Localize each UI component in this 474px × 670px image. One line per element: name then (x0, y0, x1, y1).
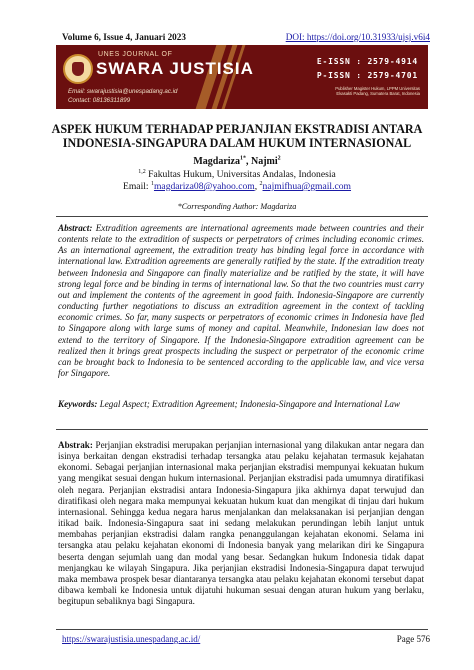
journal-url-link[interactable]: https://swarajustisia.unespadang.ac.id/ (62, 634, 201, 644)
journal-prefix: UNES JOURNAL OF (98, 51, 173, 58)
journal-banner (56, 45, 428, 109)
journal-email: Email: swarajustisia@unespadang.ac.id (68, 88, 178, 95)
affiliation-superscript: 1,2 (138, 168, 146, 175)
doi-link[interactable]: DOI: https://doi.org/10.31933/ujsj.v6i4 (285, 32, 430, 42)
affiliation (40, 169, 434, 180)
divider (56, 429, 428, 430)
corresponding-author: *Corresponding Author: Magdariza (177, 202, 297, 211)
email-superscript: 1 (150, 180, 154, 187)
journal-contact: Contact: 08136311899 (68, 97, 131, 104)
journal-logo-icon (63, 54, 93, 84)
email-label: Email: (122, 181, 149, 192)
running-head (62, 32, 430, 44)
author-superscript: 2 (277, 155, 281, 162)
email-link[interactable]: najmifhua@gmail.com (262, 181, 352, 192)
email-link[interactable]: magdariza08@yahoo.com (153, 181, 255, 192)
journal-name: SWARA JUSTISIA (96, 59, 254, 78)
volume-issue: Volume 6, Issue 4, Januari 2023 (62, 32, 186, 42)
footer-rule (56, 629, 428, 630)
author-name: Magdariza (193, 156, 240, 167)
abstract-english (58, 223, 424, 379)
author-name: Najmi (250, 156, 278, 167)
email-superscript: 2 (259, 180, 263, 187)
abstrak-label: Abstrak: (58, 440, 93, 450)
page-number: Page 576 (396, 634, 430, 644)
abstract-label: Abstract: (58, 223, 93, 233)
author-superscript: 1* (239, 155, 246, 162)
keywords-label: Keywords: (58, 399, 98, 409)
divider (56, 216, 428, 217)
keywords (58, 399, 424, 410)
keywords-text: Legal Aspect; Extradition Agreement; Indonesia-Singapore and International Law (99, 399, 400, 409)
doi (286, 32, 430, 42)
abstract-text: Extradition agreements are international agreements made between countries and their contents relate to the extradition of suspects or perpetrators of crimes including economic crimes. As an international agreement, the extradition treaty has binding legal force in accordance with international law. Extradition agreements are generally ratified by the state. If the extradition treaty between Indonesia and Singapore can finally materialize and be ratified by the state, it will have strong legal force and be binding in terms of international law. So that the two countries must carry out and implement the contents of the agreement in good faith. Indonesia-Singapore are currently conducting further negotiations to discuss an extradition agreement in the context of tackling economic crimes. So far, many suspects or perpetrators of economic crimes in Indonesia have fled to Singapore along with large sums of money and capital. Meanwhile, Indonesian law does not extend to the territory of Singapore. If the Indonesia-Singapore extradition agreement can be realized then it brings great prospects including the suspect or perpetrator of the economic crime can be brought back to Indonesia to be sentenced according to the applicable law, and vice versa for Singapore. (58, 223, 424, 379)
title-line: ASPEK HUKUM TERHADAP PERJANJIAN EKSTRADISI ANTARA (51, 122, 423, 136)
publisher-info: Publisher Magister Hukum, LPPM Universitas Ekasakti Padang, Sumatera Barat, Indonesia (335, 86, 420, 96)
author-list: Magdariza$^{1*}$, Najmi$^2$ (193, 155, 281, 167)
abstrak-text: Perjanjian ekstradisi merupakan perjanjian internasional yang dilakukan antar negara dan isinya berkaitan dengan ekstradisi terhadap tersangka atau pelaku kejahatan termasuk kejahatan ekonomi. Sebagai perjanjian internasional maka perjanjian ekstradisi mempunyai kekuatan hukum yang mengikat sesuai dengan hukum internasional. Perjanjian ekstradisi pada umumnya diratifikasi oleh negara. Perjanjian ekstradisi antara Indonesia-Singapura jika akhirnya dapat terwujud dan diratifikasi oleh negara maka mempunyai kekuatan hukum kuat dan mengikat di tinjau dari hukum internasional. Sehingga kedua negara harus menjalankan dan melaksanakan isi perjanjian dengan itikad baik. Indonesia-Singapura saat ini sedang melakukan perundingan lebih lanjut untuk membahas perjanjian ekstradisi dalam rangka penanggulangan kejahatan ekonomi. Selama ini tersangka atau pelaku kejahatan ekonomi di Indonesia banyak yang melarikan diri ke Singapura beserta dengan sejumlah uang dan modal yang besar. Sedangkan hukum Indonesia tidak dapat menjangkau ke wilayah Singapura. Jika perjanjian ekstradisi Indonesia-Singapura dapat terwujud maka membawa prospek besar diantaranya tersangka atau pelaku kejahatan ekonomi tersebut dapat dibawa kembali ke Indonesia untuk dijatuhi hukuman sesuai dengan aturan hukum yang berlaku, begitupun sebaliknya bagi Singapura. (58, 440, 424, 607)
abstract-indonesian (58, 440, 424, 607)
p-issn: P-ISSN : 2579-4701 (316, 71, 418, 80)
title-line: INDONESIA-SINGAPURA DALAM HUKUM INTERNASIONAL (62, 136, 412, 150)
author-emails: Email: $^1$magdariza08@yahoo.com, $^2$najmifhua@gmail.com (122, 180, 352, 192)
article-title (40, 122, 434, 150)
e-issn: E-ISSN : 2579-4914 (316, 57, 418, 66)
affiliation-text: Fakultas Hukum, Universitas Andalas, Indonesia (148, 169, 336, 180)
page-footer (62, 634, 430, 646)
